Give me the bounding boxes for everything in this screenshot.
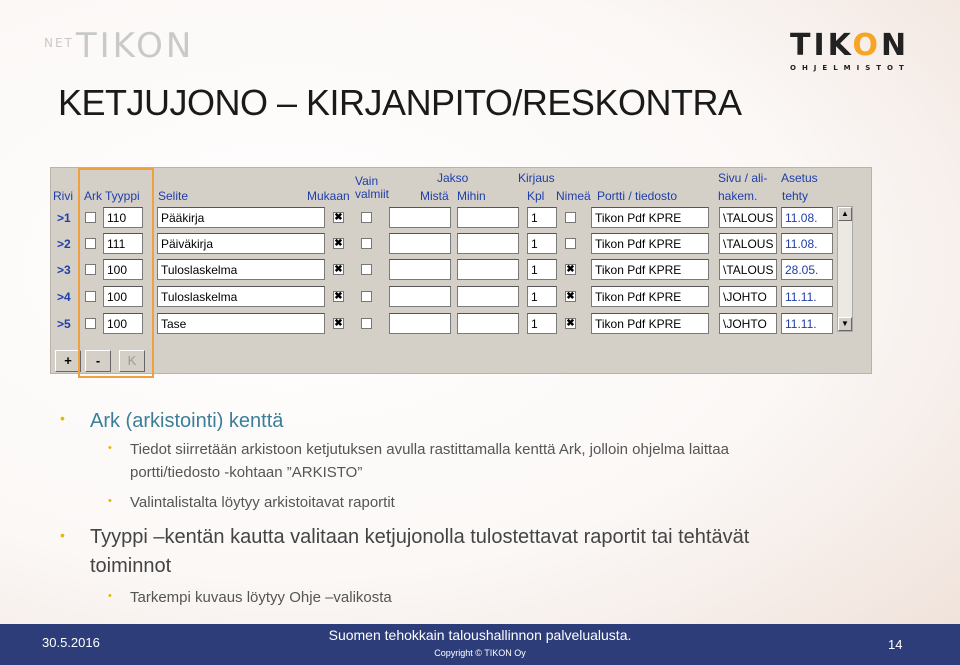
hakem-field[interactable]: \TALOUS bbox=[719, 233, 777, 254]
tyyppi-field[interactable]: 100 bbox=[103, 259, 143, 280]
bullet-tyyppi-2: toiminnot bbox=[90, 555, 172, 577]
tyyppi-field[interactable]: 111 bbox=[103, 233, 143, 254]
add-row-button[interactable]: + bbox=[55, 350, 81, 372]
header-vain: Vain bbox=[355, 174, 379, 188]
hakem-field[interactable]: \TALOUS bbox=[719, 259, 777, 280]
valmiit-checkbox[interactable] bbox=[361, 264, 372, 275]
header-jakso: Jakso bbox=[437, 171, 469, 185]
chain-queue-window bbox=[50, 167, 872, 374]
table-row bbox=[51, 258, 851, 282]
header-tehty: tehty bbox=[782, 189, 809, 203]
header-valmiit: valmiit bbox=[355, 187, 390, 201]
hakem-field[interactable]: \JOHTO bbox=[719, 286, 777, 307]
header-sivu: Sivu / ali- bbox=[718, 171, 768, 185]
nimea-checkbox[interactable] bbox=[565, 238, 576, 249]
mukaan-checkbox[interactable]: ✖ bbox=[334, 212, 343, 223]
footer-copyright: Copyright © TIKON Oy bbox=[434, 648, 526, 658]
tehty-field: 11.08. bbox=[781, 207, 833, 228]
kpl-field[interactable]: 1 bbox=[527, 259, 557, 280]
remove-row-button[interactable]: - bbox=[85, 350, 111, 372]
mukaan-checkbox[interactable]: ✖ bbox=[334, 264, 343, 275]
bullet-ark-detail-1: Tiedot siirretään arkistoon ketjutuksen avulla rastittamalla kenttä Ark, jolloin ohjelma laittaa bbox=[130, 441, 729, 458]
mihin-field[interactable] bbox=[457, 313, 519, 334]
header-asetus: Asetus bbox=[781, 171, 818, 185]
mukaan-checkbox[interactable]: ✖ bbox=[334, 291, 343, 302]
bullet-ark: Ark (arkistointi) kenttä bbox=[90, 410, 284, 432]
portti-field[interactable]: Tikon Pdf KPRE bbox=[591, 313, 709, 334]
mihin-field[interactable] bbox=[457, 286, 519, 307]
bullet-icon: • bbox=[60, 527, 65, 543]
hakem-field[interactable]: \TALOUS bbox=[719, 207, 777, 228]
selite-field[interactable]: Pääkirja bbox=[157, 207, 325, 228]
tikon-logo: TIKON OHJELMISTOT bbox=[790, 28, 910, 72]
table-row bbox=[51, 285, 851, 309]
mihin-field[interactable] bbox=[457, 233, 519, 254]
header-kpl: Kpl bbox=[527, 189, 545, 203]
bullet-ark-detail-2: portti/tiedosto -kohtaan ”ARKISTO” bbox=[130, 464, 363, 481]
valmiit-checkbox[interactable] bbox=[361, 238, 372, 249]
tehty-field: 11.08. bbox=[781, 233, 833, 254]
nimea-checkbox[interactable]: ✖ bbox=[566, 318, 575, 329]
page-title: KETJUJONO – KIRJANPITO/RESKONTRA bbox=[58, 82, 742, 123]
bullet-tyyppi-1: Tyyppi –kentän kautta valitaan ketjujonolla tulostettavat raportit tai tehtävät bbox=[90, 526, 750, 548]
bullet-icon: • bbox=[108, 590, 112, 602]
mista-field[interactable] bbox=[389, 233, 451, 254]
table-row bbox=[51, 312, 851, 336]
footer bbox=[0, 624, 960, 665]
header-mukaan: Mukaan bbox=[307, 189, 350, 203]
header-nimea: Nimeä bbox=[556, 189, 591, 203]
portti-field[interactable]: Tikon Pdf KPRE bbox=[591, 207, 709, 228]
mihin-field[interactable] bbox=[457, 259, 519, 280]
mukaan-checkbox[interactable]: ✖ bbox=[334, 238, 343, 249]
nimea-checkbox[interactable]: ✖ bbox=[566, 291, 575, 302]
mukaan-checkbox[interactable]: ✖ bbox=[334, 318, 343, 329]
mista-field[interactable] bbox=[389, 286, 451, 307]
row-number: >4 bbox=[57, 290, 71, 304]
tehty-field: 11.11. bbox=[781, 313, 833, 334]
footer-date: 30.5.2016 bbox=[42, 635, 100, 650]
selite-field[interactable]: Tase bbox=[157, 313, 325, 334]
header-rivi: Rivi bbox=[53, 189, 73, 203]
selite-field[interactable]: Tuloslaskelma bbox=[157, 286, 325, 307]
nimea-checkbox[interactable]: ✖ bbox=[566, 264, 575, 275]
k-button[interactable]: K bbox=[119, 350, 145, 372]
header-portti: Portti / tiedosto bbox=[597, 189, 678, 203]
row-number: >2 bbox=[57, 237, 71, 251]
nimea-checkbox[interactable] bbox=[565, 212, 576, 223]
mista-field[interactable] bbox=[389, 207, 451, 228]
selite-field[interactable]: Päiväkirja bbox=[157, 233, 325, 254]
portti-field[interactable]: Tikon Pdf KPRE bbox=[591, 286, 709, 307]
bullet-ohje: Tarkempi kuvaus löytyy Ohje –valikosta bbox=[130, 589, 392, 606]
header-selite: Selite bbox=[158, 189, 189, 203]
valmiit-checkbox[interactable] bbox=[361, 291, 372, 302]
tyyppi-field[interactable]: 100 bbox=[103, 313, 143, 334]
selite-field[interactable]: Tuloslaskelma bbox=[157, 259, 325, 280]
portti-field[interactable]: Tikon Pdf KPRE bbox=[591, 259, 709, 280]
kpl-field[interactable]: 1 bbox=[527, 286, 557, 307]
scroll-up-icon[interactable]: ▲ bbox=[838, 207, 852, 221]
bullet-valintalista: Valintalistalta löytyy arkistoitavat raportit bbox=[130, 494, 395, 511]
tyyppi-field[interactable]: 100 bbox=[103, 286, 143, 307]
tyyppi-field[interactable]: 110 bbox=[103, 207, 143, 228]
bullet-icon: • bbox=[108, 442, 112, 454]
table-row bbox=[51, 232, 851, 256]
table-row bbox=[51, 206, 851, 230]
row-number: >5 bbox=[57, 317, 71, 331]
ark-tyyppi-highlight bbox=[78, 168, 154, 378]
kpl-field[interactable]: 1 bbox=[527, 313, 557, 334]
mista-field[interactable] bbox=[389, 259, 451, 280]
portti-field[interactable]: Tikon Pdf KPRE bbox=[591, 233, 709, 254]
header-tyyppi: Tyyppi bbox=[105, 189, 140, 203]
bullet-icon: • bbox=[108, 495, 112, 507]
row-number: >1 bbox=[57, 211, 71, 225]
header-mista: Mistä bbox=[420, 189, 449, 203]
mista-field[interactable] bbox=[389, 313, 451, 334]
footer-tagline: Suomen tehokkain taloushallinnon palvelualusta. bbox=[328, 627, 632, 643]
scroll-down-icon[interactable]: ▼ bbox=[838, 317, 852, 331]
kpl-field[interactable]: 1 bbox=[527, 233, 557, 254]
tehty-field: 28.05. bbox=[781, 259, 833, 280]
tehty-field: 11.11. bbox=[781, 286, 833, 307]
page-number: 14 bbox=[888, 637, 903, 652]
mihin-field[interactable] bbox=[457, 207, 519, 228]
header-hakem: hakem. bbox=[718, 189, 758, 203]
header-kirjaus: Kirjaus bbox=[518, 171, 555, 185]
header-mihin: Mihin bbox=[457, 189, 486, 203]
kpl-field[interactable]: 1 bbox=[527, 207, 557, 228]
scrollbar[interactable] bbox=[837, 206, 853, 332]
hakem-field[interactable]: \JOHTO bbox=[719, 313, 777, 334]
row-number: >3 bbox=[57, 263, 71, 277]
header-ark: Ark bbox=[84, 189, 102, 203]
nettikon-logo: $^{NET}$TIKON bbox=[44, 26, 195, 66]
valmiit-checkbox[interactable] bbox=[361, 318, 372, 329]
bullet-icon: • bbox=[60, 410, 65, 426]
valmiit-checkbox[interactable] bbox=[361, 212, 372, 223]
